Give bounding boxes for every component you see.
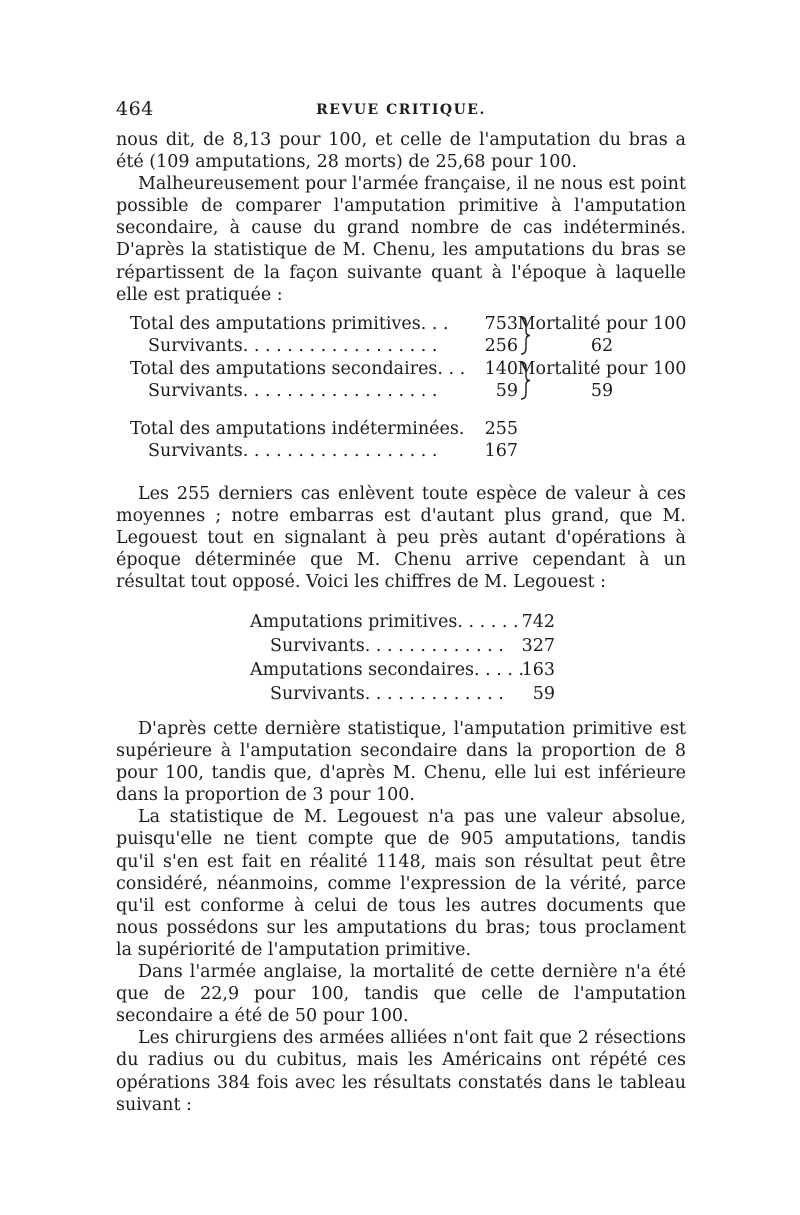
page-header	[116, 98, 686, 122]
paragraph-chirurgiens: Les chirurgiens des armées alliées n'ont fait que 2 résections du radius ou du cubitus, mais les Américains ont répété ces opérations 384 fois avec les résultats constatés dans le tableau suivant :	[116, 1028, 686, 1115]
row-value: 753	[484, 314, 518, 334]
table-row	[250, 610, 570, 634]
table-indetermines	[130, 418, 690, 463]
row-label: Survivants. . . . . . . . . . . . .	[270, 684, 504, 704]
text-block-bottom	[116, 718, 686, 1116]
page-number: 464	[116, 98, 154, 120]
table-row	[130, 313, 690, 335]
text-block-top	[116, 129, 686, 306]
row-label: Total des amputations indéterminées.	[130, 419, 465, 439]
table-row	[250, 682, 570, 706]
row-label: Survivants. . . . . . . . . . . . . . . . . .	[148, 441, 438, 462]
row-label: Amputations secondaires. . . . .	[250, 660, 525, 680]
row-value: 163	[521, 660, 555, 680]
mortality-label: Mortalité pour 100	[517, 358, 687, 379]
table-row	[130, 440, 690, 462]
row-value: 59	[495, 380, 518, 401]
table-chenu	[130, 313, 690, 402]
running-title: REVUE CRITIQUE.	[316, 102, 486, 118]
table-row	[250, 658, 570, 682]
table-row	[130, 335, 690, 357]
row-value: 327	[521, 636, 555, 656]
row-value: 140	[484, 358, 518, 379]
row-label: Survivants. . . . . . . . . . . . . . . . . .	[148, 380, 438, 401]
paragraph-continuation: nous dit, de 8,13 pour 100, et celle de l'amputation du bras a été (109 amputations, 28 morts) de 25,68 pour 100.	[116, 130, 686, 173]
row-value: 167	[484, 441, 518, 462]
row-value: 255	[484, 419, 518, 439]
row-value: 256	[484, 336, 518, 357]
row-label: Total des amputations secondaires. . .	[130, 358, 466, 379]
paragraph-les-255: Les 255 derniers cas enlèvent toute espèce de valeur à ces moyennes ; notre embarras est d'autant plus grand, que M. Legouest tout en signalant à peu près autant d'opérations à époque déterminée que M. Chenu arrive cependant à un résultat tout opposé. Voici les chiffres de M. Legouest :	[116, 484, 686, 593]
row-label: Amputations primitives. . . . . .	[250, 612, 519, 632]
table-legouest	[250, 610, 570, 706]
mortality-label: Mortalité pour 100	[517, 314, 687, 334]
table-row	[130, 418, 690, 440]
table-row	[130, 380, 690, 402]
mortality-value: 59	[590, 380, 614, 401]
mortality-value: 62	[590, 336, 614, 357]
paragraph-armee-anglaise: Dans l'armée anglaise, la mortalité de cette dernière n'a été que de 22,9 pour 100, tandis que celle de l'amputation secondaire a été de 50 pour 100.	[116, 962, 686, 1027]
text-block-middle	[116, 483, 686, 593]
row-label: Survivants. . . . . . . . . . . . . . . . . .	[148, 336, 438, 357]
paragraph-d-apres: D'après cette dernière statistique, l'amputation primitive est supérieure à l'amputation secondaire dans la proportion de 8 pour 100, tandis que, d'après M. Chenu, elle lui est inférieure dans la proportion de 3 pour 100.	[116, 719, 686, 806]
row-label: Total des amputations primitives. . .	[130, 314, 449, 334]
row-value: 742	[521, 612, 555, 632]
paragraph-malheureusement: Malheureusement pour l'armée française, il ne nous est point possible de comparer l'amputation primitive à l'amputation secondaire, à cause du grand nombre de cas indéterminés. D'après la statistique de M. Chenu, les amputations du bras se répartissent de la façon suivante quant à l'époque à laquelle elle est pratiquée :	[116, 174, 686, 305]
row-value: 59	[532, 684, 555, 704]
row-label: Survivants. . . . . . . . . . . . .	[270, 636, 504, 656]
table-row	[130, 358, 690, 380]
table-row	[250, 634, 570, 658]
paragraph-la-statistique: La statistique de M. Legouest n'a pas une valeur absolue, puisqu'elle ne tient compte que de 905 amputations, tandis qu'il s'en est fait en réalité 1148, mais son résultat peut être considéré, néanmoins, comme l'expression de la vérité, parce qu'il est conforme à celui de tous les autres documents que nous possédons sur les amputations du bras; tous proclament la supériorité de l'amputation primitive.	[116, 807, 686, 960]
